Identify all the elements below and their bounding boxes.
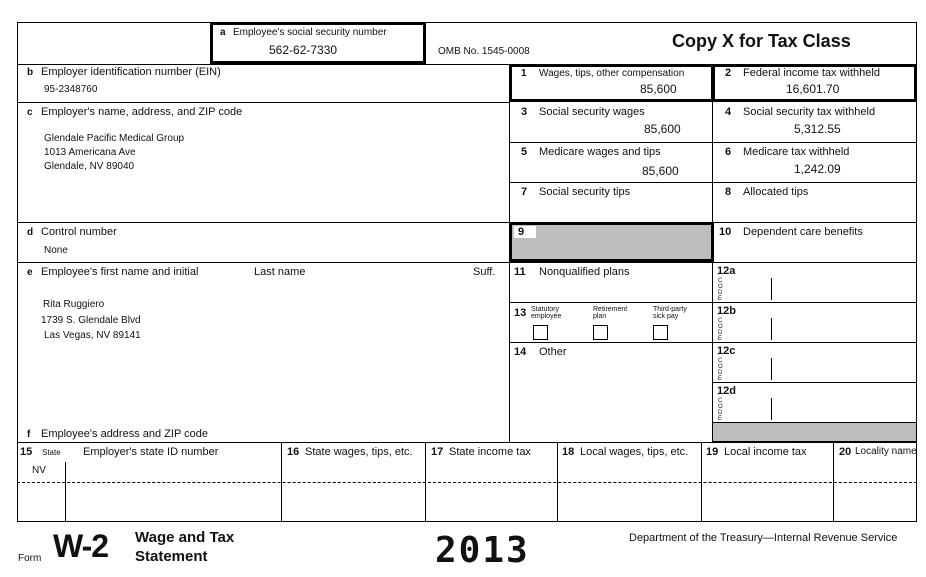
box-7-label: Social security tips — [539, 186, 631, 198]
box-1-num: 1 — [521, 68, 527, 79]
box-17-label: State income tax — [449, 446, 531, 458]
box-12b-code-label: C O D E — [718, 318, 723, 342]
agency-name: Department of the Treasury—Internal Revenue Service — [629, 532, 898, 544]
box-12c-label: 12c — [717, 345, 736, 357]
box-12d-code-label: C O D E — [718, 398, 723, 422]
control-letter: d — [27, 227, 34, 238]
employee-line2: 1739 S. Glendale Blvd — [41, 315, 141, 326]
control-value: None — [44, 245, 68, 256]
box-3-num: 3 — [521, 106, 528, 118]
box-16-label: State wages, tips, etc. — [305, 446, 413, 458]
box-2-num: 2 — [725, 67, 732, 79]
employee-last-label: Last name — [254, 266, 306, 278]
form-title-line2: Statement — [135, 548, 208, 565]
ein-value: 95-2348760 — [44, 84, 98, 95]
row-line — [509, 182, 917, 183]
box-4-num: 4 — [725, 106, 732, 118]
row-line — [509, 342, 917, 343]
box-1-value: 85,600 — [640, 82, 677, 96]
box-12d-label: 12d — [717, 385, 736, 397]
box-13-retirement-label: Retirement plan — [593, 306, 628, 320]
box-18-num: 18 — [562, 446, 575, 458]
ein-label: Employer identification number (EIN) — [41, 66, 221, 78]
ssn-label-letter: a — [220, 27, 226, 38]
box-3-value: 85,600 — [644, 122, 681, 136]
box-8-num: 8 — [725, 186, 732, 198]
box-12b-code-divider — [771, 318, 772, 340]
box-4-value: 5,312.55 — [794, 122, 841, 136]
employee-name-letter: e — [27, 267, 33, 278]
box-15-state-label: State — [42, 448, 61, 457]
box-9-num: 9 — [518, 226, 525, 238]
box-19-label: Local income tax — [724, 446, 807, 458]
retirement-plan-checkbox[interactable] — [593, 325, 608, 340]
employer-name-line1: Glendale Pacific Medical Group — [44, 133, 185, 144]
box-7-num: 7 — [521, 186, 528, 198]
box-5-value: 85,600 — [642, 164, 679, 178]
employee-address-letter: f — [27, 429, 31, 440]
box-6-label: Medicare tax withheld — [743, 146, 850, 158]
box-5-label: Medicare wages and tips — [539, 146, 661, 158]
row-line — [712, 382, 917, 383]
row-line — [17, 222, 917, 223]
copy-label: Copy X for Tax Class — [672, 31, 851, 51]
ssn-value: 562-62-7330 — [269, 43, 338, 57]
col-divider — [701, 442, 702, 522]
box-20-label: Locality name — [855, 446, 917, 457]
state-divider — [65, 462, 66, 522]
box-12c-code-label: C O D E — [718, 358, 723, 382]
box-13-statutory-label: Statutory employee — [531, 306, 562, 320]
box-12a-code-label: C O D E — [718, 278, 723, 302]
employer-name-letter: c — [27, 107, 33, 118]
box-19-num: 19 — [706, 446, 719, 458]
box-11-num: 11 — [514, 266, 526, 278]
col-divider — [425, 442, 426, 522]
box-17-num: 17 — [431, 446, 444, 458]
gray-shaded-bar — [712, 422, 917, 442]
box-2-value: 16,601.70 — [786, 82, 840, 96]
box-18-label: Local wages, tips, etc. — [580, 446, 689, 458]
row-line — [17, 262, 917, 263]
employer-name-label: Employer's name, address, and ZIP code — [41, 106, 243, 118]
box-12d-code-divider — [771, 398, 772, 420]
box-14-label: Other — [539, 346, 567, 358]
employee-line1: Rita Ruggiero — [43, 299, 105, 310]
tax-year: 2013 — [435, 530, 530, 571]
box-16-num: 16 — [287, 446, 300, 458]
box-12c-code-divider — [771, 358, 772, 380]
box-14-num: 14 — [514, 346, 527, 358]
box-15-num: 15 — [20, 446, 33, 458]
box-9 — [509, 222, 714, 262]
form-word: Form — [18, 553, 42, 564]
box-5-num: 5 — [521, 146, 528, 158]
box-3-label: Social security wages — [539, 106, 645, 118]
form-name: W-2 — [53, 528, 109, 564]
box-6-value: 1,242.09 — [794, 162, 841, 176]
employee-suff-label: Suff. — [473, 266, 496, 278]
box-20-num: 20 — [839, 446, 852, 458]
box-12a-label: 12a — [717, 265, 736, 277]
omb-number: OMB No. 1545-0008 — [438, 46, 530, 57]
control-label: Control number — [41, 226, 117, 238]
col-divider — [557, 442, 558, 522]
third-party-sick-pay-checkbox[interactable] — [653, 325, 668, 340]
employee-address-label: Employee's address and ZIP code — [41, 428, 208, 440]
state-dashed-line — [17, 482, 917, 483]
box-1-label: Wages, tips, other compensation — [539, 68, 685, 79]
form-title-line1: Wage and Tax — [135, 529, 235, 546]
row-line — [17, 102, 509, 103]
box-12b-label: 12b — [717, 305, 736, 317]
box-15-id-label: Employer's state ID number — [83, 446, 219, 458]
box-10-num: 10 — [719, 226, 732, 238]
box-2-label: Federal income tax withheld — [743, 67, 880, 79]
employer-name-line2: 1013 Americana Ave — [44, 147, 136, 158]
col-divider — [833, 442, 834, 522]
statutory-employee-checkbox[interactable] — [533, 325, 548, 340]
state-value: NV — [32, 465, 46, 476]
box-11-label: Nonqualified plans — [539, 266, 630, 278]
col-divider — [281, 442, 282, 522]
row-line — [509, 302, 917, 303]
employer-name-line3: Glendale, NV 89040 — [44, 161, 135, 172]
box-13-num: 13 — [514, 307, 527, 319]
row-line — [17, 442, 917, 443]
employee-first-label: Employee's first name and initial — [41, 266, 199, 278]
row-line — [509, 142, 917, 143]
ein-letter: b — [27, 67, 34, 78]
box-8-label: Allocated tips — [743, 186, 809, 198]
ssn-label: Employee's social security number — [233, 27, 387, 38]
box-13-thirdparty-label: Third-party sick pay — [653, 306, 687, 320]
box-12a-code-divider — [771, 278, 772, 300]
box-4-label: Social security tax withheld — [743, 106, 876, 118]
box-6-num: 6 — [725, 146, 732, 158]
employee-line3: Las Vegas, NV 89141 — [44, 330, 141, 341]
box-10-label: Dependent care benefits — [743, 226, 863, 238]
